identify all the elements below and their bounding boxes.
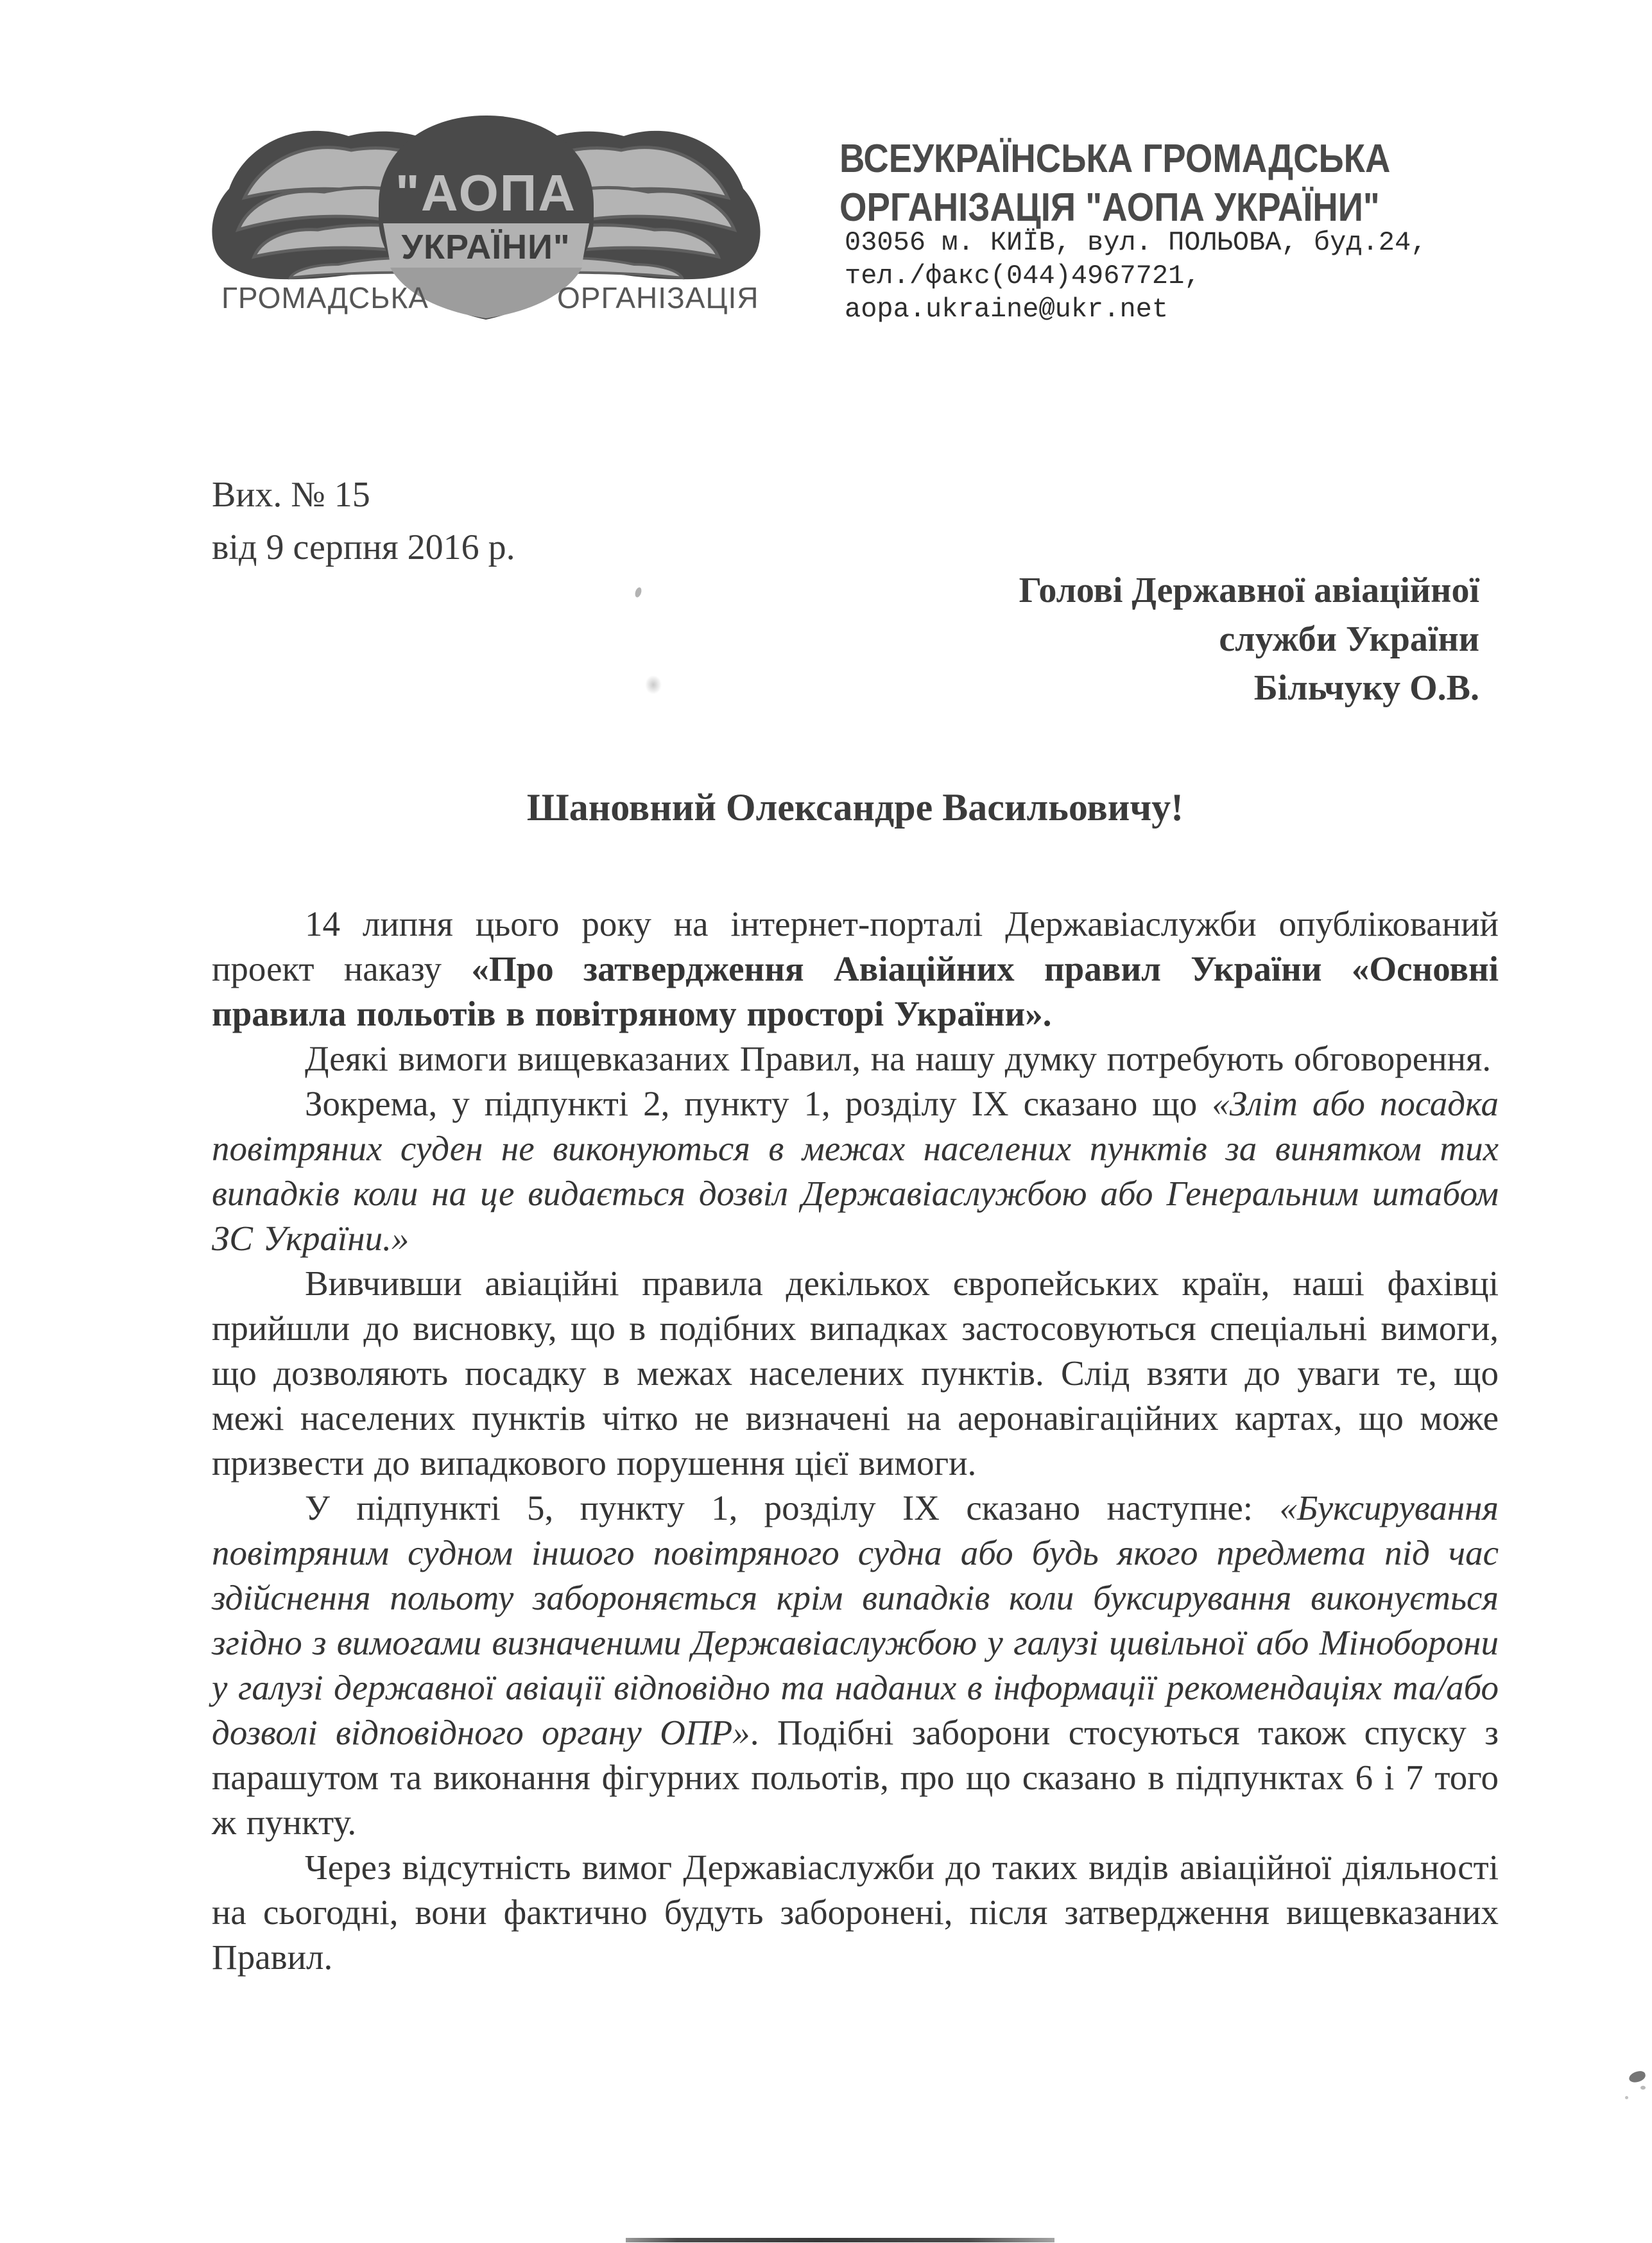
scan-artifact-ink-dot xyxy=(1625,2096,1628,2099)
scan-artifact-smudge xyxy=(645,675,662,694)
logo-caption-organizatsiya: ОРГАНІЗАЦІЯ xyxy=(557,281,759,314)
scan-artifact-ink-dot xyxy=(1640,2086,1646,2090)
salutation: Шановний Олександре Васильовичу! xyxy=(526,786,1184,829)
body-paragraph: У підпункті 5, пункту 1, розділу ІХ сказано наступне: «Буксирування повітряним судном іншого повітряного судна або будь якого предмета під час здійснення польоту забороняється крім випадків коли буксирування виконується згідно з вимогами визначеними Державіаслужбою у галузі цивільної або Міноборони у галузі державної авіації відповідно та наданих в інформації рекомендаціях та/або дозволі відповідного органу ОПР». Подібні заборони стосуються також спуску з парашутом та виконання фігурних польотів, про що сказано в підпунктах 6 і 7 того ж пункту. xyxy=(212,1488,1499,1842)
body-paragraph: Зокрема, у підпункті 2, пункту 1, розділу ІХ сказано що «Зліт або посадка повітряних суден не виконуються в межах населених пунктів за винятком тих випадків коли на це видається дозвіл Державіаслужбою або Генеральним штабом ЗС України.» xyxy=(212,1084,1499,1258)
body-paragraph: Деякі вимоги вищевказаних Правил, на нашу думку потребують обговорення. xyxy=(305,1039,1492,1078)
org-name-line1: ВСЕУКРАЇНСЬКА ГРОМАДСЬКА xyxy=(839,137,1391,181)
org-contacts xyxy=(845,226,1615,326)
reference-block xyxy=(212,468,515,574)
logo-caption-gromadska: ГРОМАДСЬКА xyxy=(221,281,429,314)
letter-body xyxy=(212,902,1499,1980)
body-paragraph: 14 липня цього року на інтернет-порталі Державіаслужби опублікований проект наказу «Про затвердження Авіаційних правил України «Основні правила польотів в повітряному просторі України». xyxy=(212,904,1499,1033)
org-phone: тел./факс(044)4967721, xyxy=(845,261,1201,291)
org-name-line2: ОРГАНІЗАЦІЯ "АОПА УКРАЇНИ" xyxy=(839,185,1380,230)
addressee-block xyxy=(1019,566,1479,712)
addressee-line: Більчуку О.В. xyxy=(1253,668,1479,708)
scan-artifact-bottom-line xyxy=(626,2238,1054,2242)
body-paragraph: Вивчивши авіаційні правила декількох європейських країн, наші фахівці прийшли до висновку, що в подібних випадках застосовуються спеціальні вимоги, що дозволяють посадку в межах населених пунктів. Слід взяти до уваги те, що межі населених пунктів чітко не визначені на аеронавігаційних картах, що може призвести до випадкового порушення цієї вимоги. xyxy=(212,1264,1499,1482)
scan-artifact-speck xyxy=(634,587,643,598)
scan-artifact-ink-blot xyxy=(1628,2070,1647,2083)
ref-number: Вих. № 15 xyxy=(212,475,370,515)
addressee-line: служби України xyxy=(1219,619,1479,659)
logo-badge-name: "АОПА xyxy=(395,164,577,221)
body-paragraph: Через відсутність вимог Державіаслужби до таких видів авіаційної діяльності на сьогодні, вони фактично будуть заборонені, після затвердження вищевказаних Правил. xyxy=(212,1848,1499,1977)
org-name xyxy=(839,135,1517,232)
ref-date: від 9 серпня 2016 р. xyxy=(212,528,515,567)
addressee-line: Голові Державної авіаційної xyxy=(1019,571,1479,610)
org-address: 03056 м. КИЇВ, вул. ПОЛЬОВА, буд.24, xyxy=(845,227,1427,258)
logo-badge-region: УКРАЇНИ" xyxy=(401,228,571,266)
org-email: aopa.ukraine@ukr.net xyxy=(845,294,1169,325)
